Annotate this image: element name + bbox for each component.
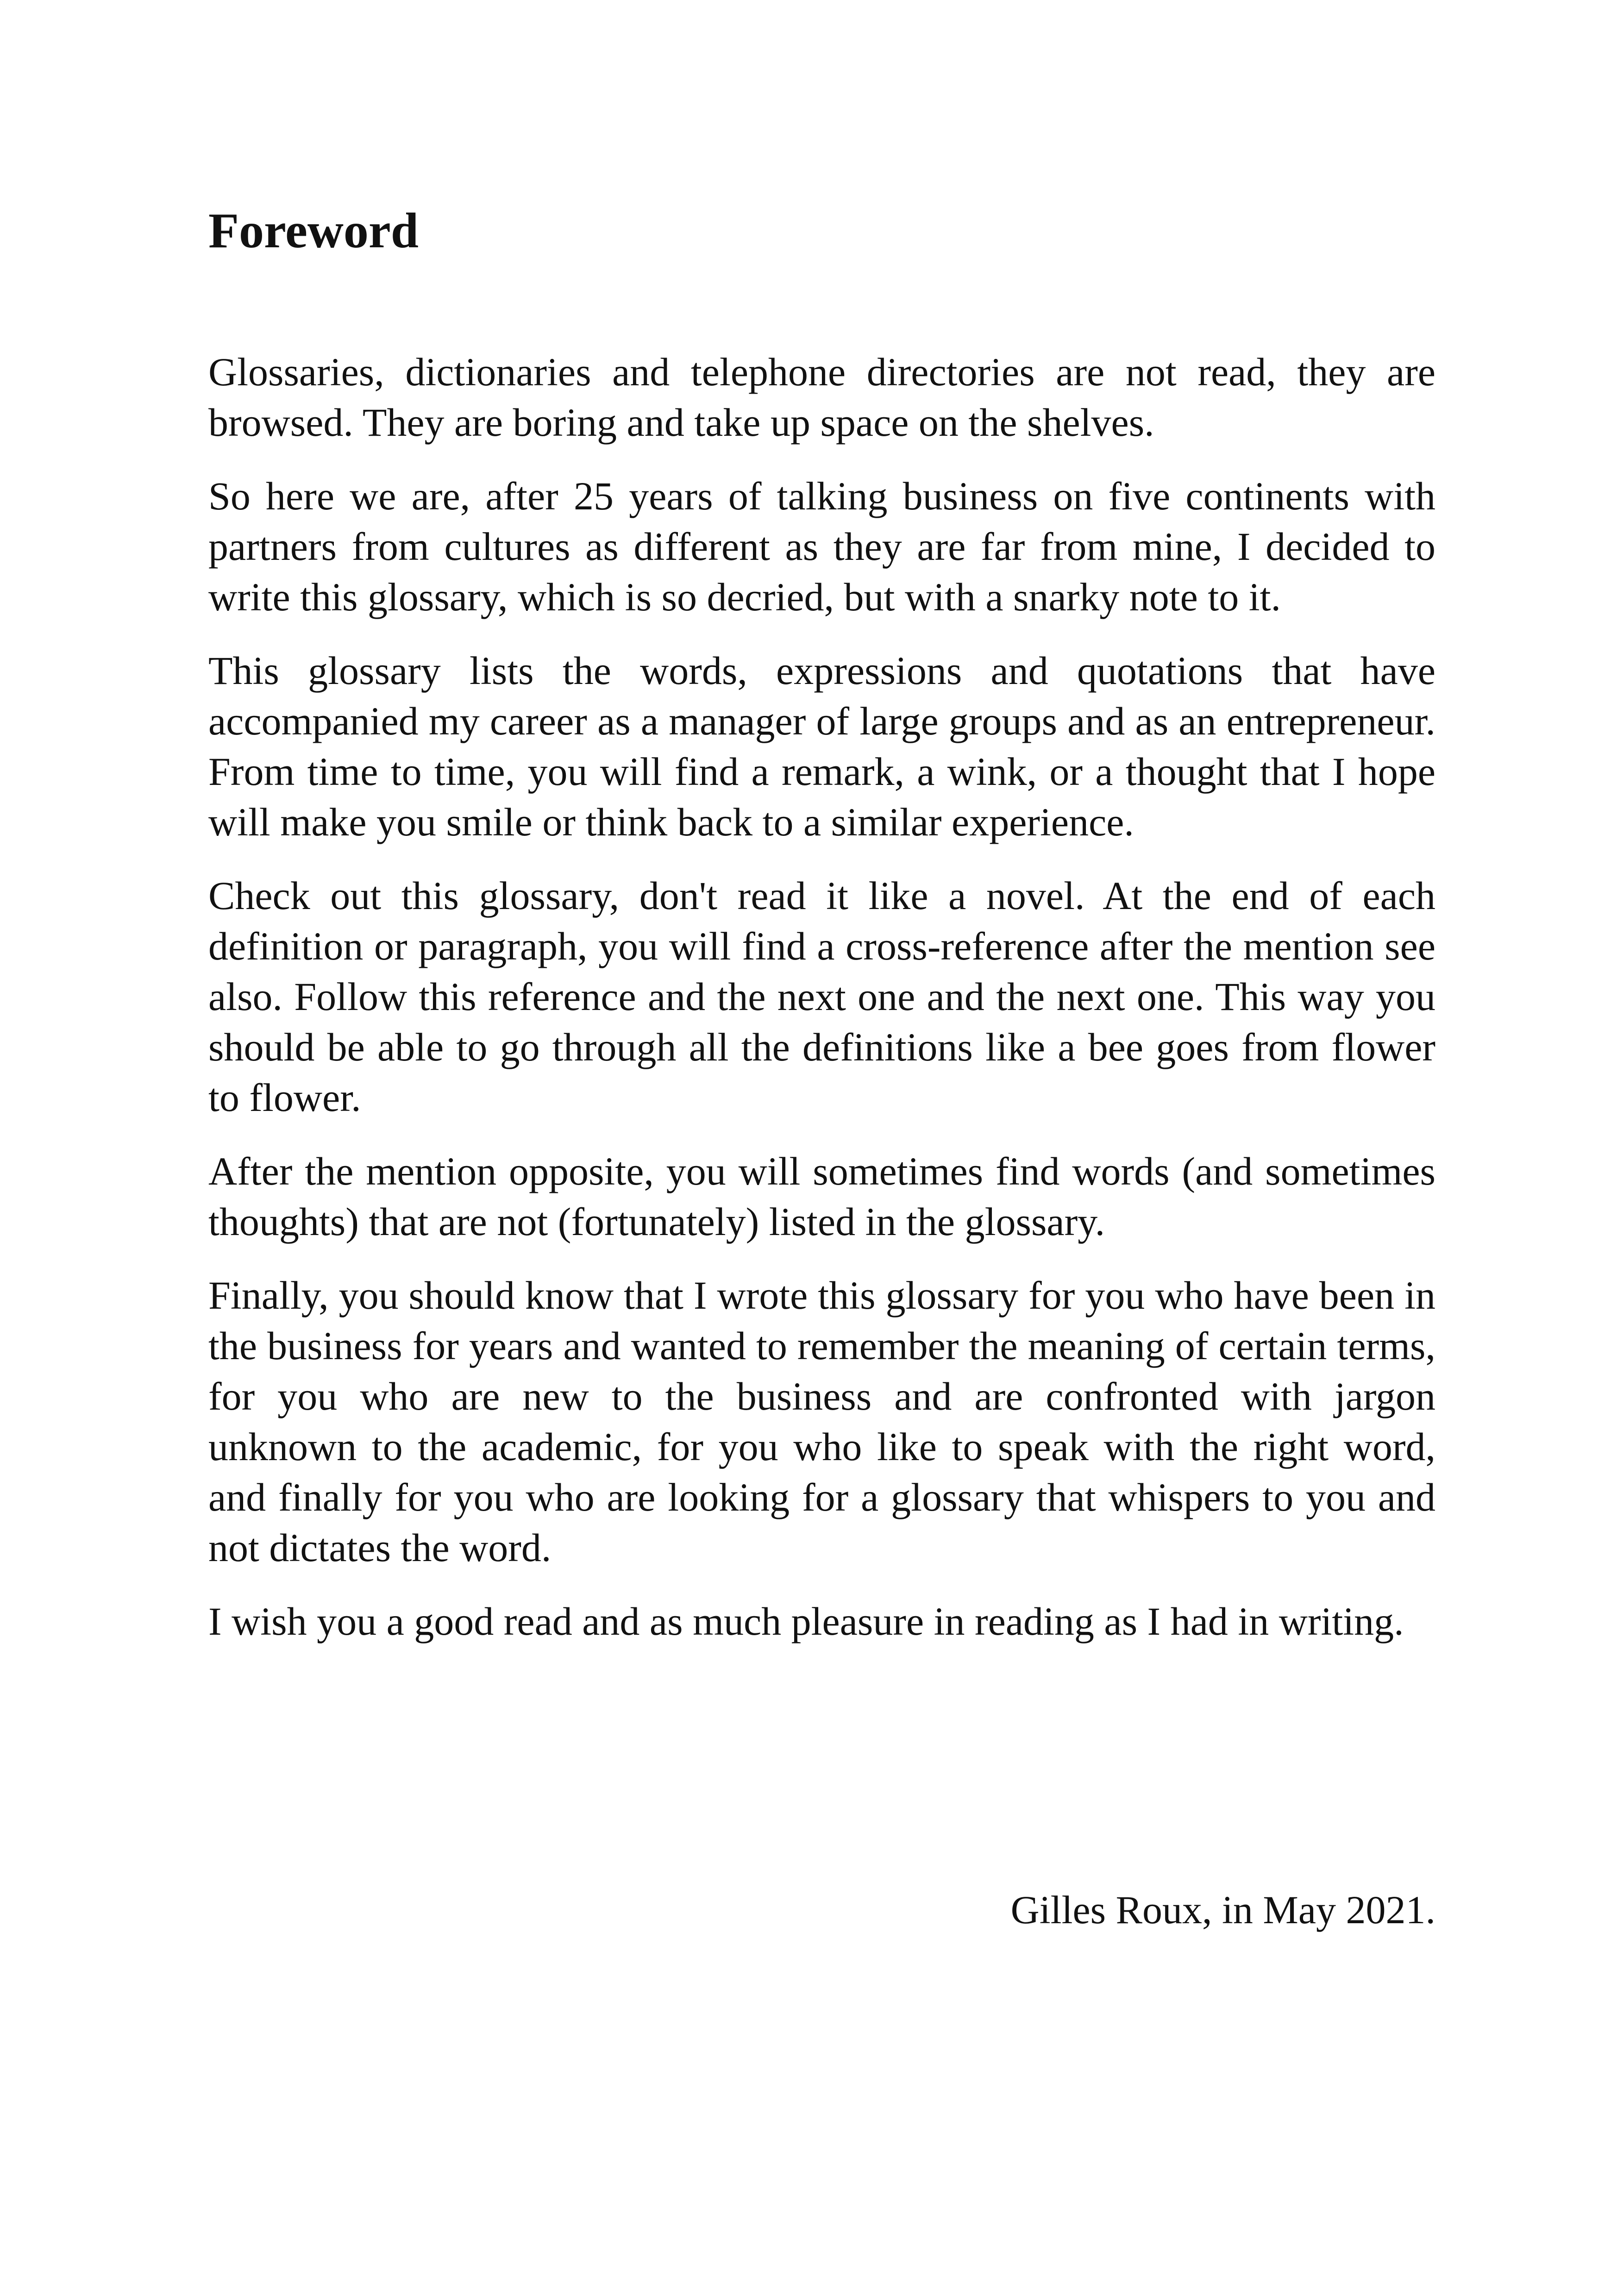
author-signature: Gilles Roux, in May 2021. xyxy=(1010,1888,1435,1932)
paragraph-2: So here we are, after 25 years of talking business on five continents with partners from cultures as different as they are far from mine, I decided to write this glossary, which is so decried, but with a snarky note to it. xyxy=(208,473,1435,619)
page-title: Foreword xyxy=(208,203,419,258)
paragraph-3: This glossary lists the words, expressions and quotations that have accompanied my career as a manager of large groups and as an entrepreneur. From time to time, you will find a remark, a wink, or a thought that I hope will make you smile or think back to a similar experience. xyxy=(208,648,1435,844)
paragraph-4: Check out this glossary, don't read it like a novel. At the end of each definition or paragraph, you will find a cross-reference after the mention see also. Follow this reference and the next one and the next one. This way you should be able to go through all the definitions like a bee goes from flower to flower. xyxy=(208,873,1435,1120)
paragraph-1: Glossaries, dictionaries and telephone directories are not read, they are browsed. They are boring and take up space on the shelves. xyxy=(208,349,1435,445)
paragraph-6: Finally, you should know that I wrote this glossary for you who have been in the business for years and wanted to remember the meaning of certain terms, for you who are new to the business and are confronted with jargon unknown to the academic, for you who like to speak with the right word, and finally for you who are looking for a glossary that whispers to you and not dictates the word. xyxy=(208,1273,1435,1570)
paragraph-5: After the mention opposite, you will sometimes find words (and sometimes thoughts) that are not (fortunately) listed in the glossary. xyxy=(208,1148,1435,1244)
paragraph-7: I wish you a good read and as much pleasure in reading as I had in writing. xyxy=(208,1599,1404,1644)
document-page xyxy=(208,204,1435,1670)
